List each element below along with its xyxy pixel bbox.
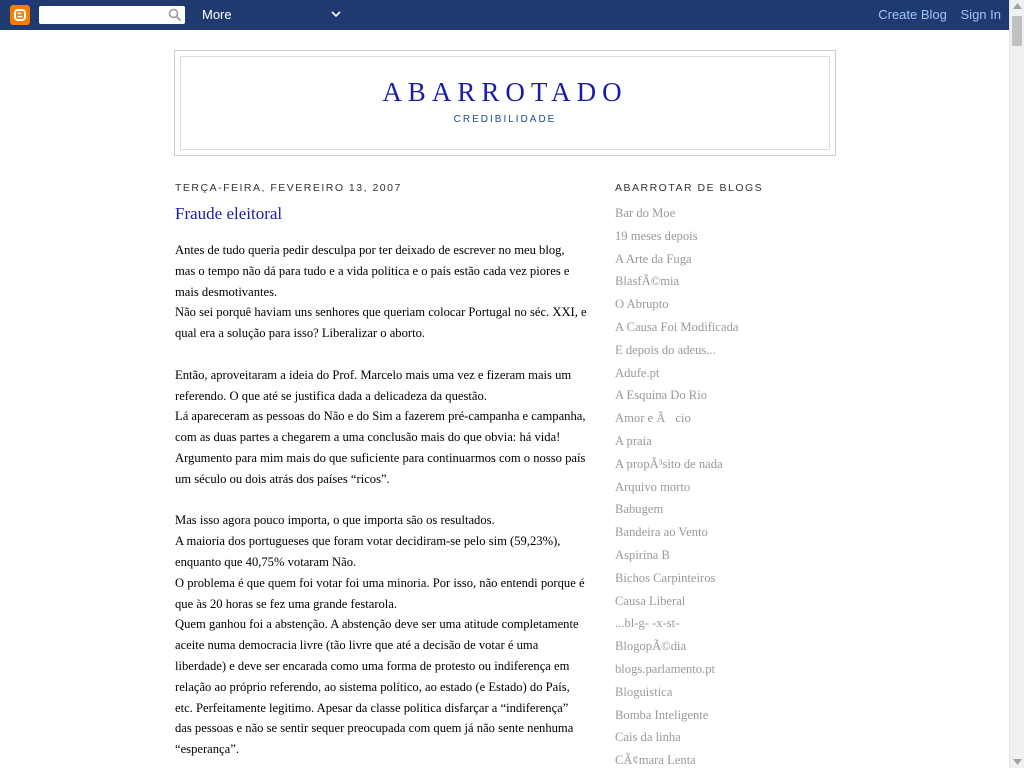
blogroll-link[interactable]: A propÃ³sito de nada	[615, 456, 723, 471]
blog-description: CREDIBILIDADE	[453, 114, 557, 125]
blogroll-link[interactable]: O Abrupto	[615, 297, 669, 312]
post-title[interactable]: Fraude eleitoral	[175, 204, 283, 223]
paragraph-spacer	[175, 344, 587, 365]
paragraph-spacer	[175, 490, 587, 511]
chevron-down-icon[interactable]	[330, 8, 342, 20]
blogroll-link[interactable]: A praia	[615, 433, 652, 448]
search-input[interactable]	[39, 6, 185, 24]
post-paragraph: Antes de tudo queria pedir desculpa por ter deixado de escrever no meu blog, mas o tempo não dá para tudo e a vida politica e o país estão cada vez piores e mais desmotivantes.	[175, 243, 570, 299]
sidebar-title: ABARROTAR DE BLOGS	[615, 182, 764, 194]
navbar-links	[868, 7, 1001, 22]
search-icon[interactable]	[168, 8, 182, 22]
scrollbar-thumb[interactable]	[1012, 16, 1022, 46]
create-blog-link[interactable]: Create Blog	[878, 7, 947, 22]
blogroll-link[interactable]: CÃ¢mara Lenta	[615, 753, 696, 768]
vertical-scrollbar[interactable]	[1009, 0, 1024, 768]
post-paragraph: O problema é que quem foi votar foi uma minoria. Por isso, não entendi porque é que às 20 horas se fez uma grande festarola.	[175, 575, 585, 611]
more-menu-label[interactable]: More	[202, 7, 232, 22]
blog-title[interactable]: ABARROTADO	[382, 77, 628, 107]
blogroll-link[interactable]: Arquivo morto	[615, 479, 691, 494]
blogroll-link[interactable]: Amor e Ãcio	[615, 411, 691, 426]
blogroll-link[interactable]: BlasfÃ©mia	[615, 274, 680, 289]
blogroll-link[interactable]: Bomba Inteligente	[615, 707, 709, 722]
blogroll-link[interactable]: A Causa Foi Modificada	[615, 319, 739, 334]
blogroll-link[interactable]: Bichos Carpinteiros	[615, 570, 716, 585]
blogroll-link[interactable]: Bandeira ao Vento	[615, 525, 708, 540]
blogroll-link[interactable]: ...bl-g- -x-st-	[615, 616, 680, 631]
blogroll-link[interactable]: 19 meses depois	[615, 228, 698, 243]
post-paragraph: Não sei porquê haviam uns senhores que queriam colocar Portugal no séc. XXI, e qual era a solução para isso? Liberalizar o aborto.	[175, 305, 587, 341]
blogroll-link[interactable]: Causa Liberal	[615, 593, 686, 608]
blogger-logo-icon[interactable]	[10, 5, 30, 25]
blogroll-link[interactable]: Aspirina B	[615, 547, 670, 562]
post-date: TERÇA-FEIRA, FEVEREIRO 13, 2007	[175, 182, 402, 194]
post-paragraph: Lá apareceram as pessoas do Não e do Sim a fazerem pré-campanha e campanha, com as duas partes a chegarem a uma conclusão mais do que obvia: há vida! Argumento para mim mais do que suficiente para continuarmos com o nosso país um século ou dois atrás dos países “ricos”.	[175, 409, 586, 486]
blogroll-link[interactable]: A Arte da Fuga	[615, 251, 692, 266]
post-paragraph: A maioria dos portugueses que foram votar decidiram-se pelo sim (59,23%), enquanto que 40,75% votaram Não.	[175, 534, 561, 569]
blogroll-link[interactable]: Babugem	[615, 502, 664, 517]
blogroll-link[interactable]: E depois do adeus...	[615, 342, 716, 357]
scroll-up-icon[interactable]	[1013, 3, 1022, 9]
blogroll-link[interactable]: blogs.parlamento.pt	[615, 661, 716, 676]
sign-in-link[interactable]: Sign In	[960, 7, 1001, 22]
blog-header-inner	[180, 56, 830, 150]
post-body	[175, 240, 587, 760]
blogroll-link[interactable]: Bar do Moe	[615, 206, 676, 220]
blogroll-link[interactable]: Bloguistica	[615, 684, 673, 699]
scroll-down-icon[interactable]	[1013, 759, 1022, 765]
post-paragraph: Mas isso agora pouco importa, o que importa são os resultados.	[175, 513, 495, 528]
blogroll-list	[615, 203, 738, 768]
post-paragraph: Então, aproveitaram a ideia do Prof. Marcelo mais uma vez e fizeram mais um referendo. O que até se justifica dada a delicadeza da questão.	[175, 367, 572, 403]
blogroll-link[interactable]: Adufe.pt	[615, 365, 660, 380]
blogroll-link[interactable]: BlogopÃ©dia	[615, 639, 687, 654]
post-paragraph: Quem ganhou foi a abstenção. A abstenção deve ser uma atitude completamente aceite numa democracia livre (tão livre que até a decisão de votar é uma liberdade) e deve ser encarada como uma forma de protesto ou indiferença em relação ao próprio referendo, ao sistema político, ao estado (e Estado) do País, etc. Perfeitamente legitimo. Apesar da classe politica disfarçar a “indiferença” das pessoas e não se sentir sequer preocupada com quem já não sente nenhuma “esperança”.	[175, 617, 579, 757]
blogroll-link[interactable]: A Esquina Do Rio	[615, 388, 708, 403]
blog-header	[174, 50, 836, 156]
blogroll-link[interactable]: Cais da linha	[615, 730, 681, 745]
blogger-navbar	[0, 0, 1009, 30]
